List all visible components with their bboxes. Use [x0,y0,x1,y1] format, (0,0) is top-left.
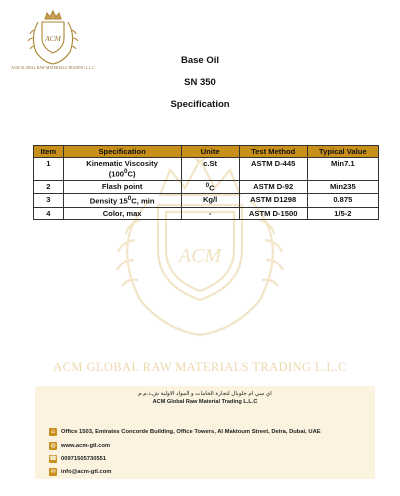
table-row [34,207,379,219]
phone-icon: ☎ [49,454,57,462]
footer-contact-box [35,386,375,479]
product-grade: SN 350 [184,77,216,88]
mail-icon: ✉ [50,467,56,475]
watermark-monogram: ACM [178,245,222,267]
address-row [49,427,321,436]
cell-typical-value: 0.875 [307,194,378,208]
cell-item: 3 [34,194,64,208]
cell-unit: $^0$C [181,180,239,194]
cell-specification: Color, max [63,207,181,219]
globe-icon: ◍ [50,441,56,449]
email-link[interactable]: info@acm-gtl.com [61,468,112,475]
cell-test-method: ASTM D1298 [239,194,307,208]
header-unite: Unite [181,146,239,158]
cell-test-method: ASTM D-92 [239,180,307,194]
cell-test-method: ASTM D-1500 [239,207,307,219]
phone-number: 00971505730551 [61,455,107,462]
address-text: Office 1503, Emirates Concorde Building, Office Towers, Al Maktoum Street, Deira, Dubai, UAE [61,428,321,435]
cell-item: 1 [34,158,64,181]
cell-unit: c.St [181,158,239,181]
table-row [34,194,379,208]
cell-specification: Kinematic Viscosity $(100^0C)$ [63,158,181,181]
cell-unit: - [181,207,239,219]
specification-table [33,145,379,220]
header-test-method: Test Method [239,146,307,158]
company-name: ACM Global Raw Material Trading L.L.C [152,399,258,405]
svg-text:ACM: ACM [45,34,61,43]
table-row [34,180,379,194]
cell-typical-value: Min235 [307,180,378,194]
product-name: Base Oil [180,55,220,66]
document-heading: Specification [170,99,230,110]
document-titles [0,50,400,116]
table-header-row [34,146,379,158]
cell-test-method: ASTM D-445 [239,158,307,181]
phone-row [49,454,106,463]
home-icon: ⌂ [49,428,57,436]
table-row [34,158,379,181]
header-typical-value: Typical Value [307,146,378,158]
logo-caption: ACM GLOBAL RAW MATERIALS TRADING L.L.C [11,66,95,70]
company-name-arabic: اي سي ام جلوبال لتجارة الخامات و المواد الاولية ش.ذ.م.م [138,391,272,397]
cell-item: 4 [34,207,64,219]
header-specification: Specification [63,146,181,158]
cell-specification: Density $15^0C$, min [63,194,181,208]
cell-item: 2 [34,180,64,194]
header-item: Item [34,146,64,158]
cell-typical-value: Min7.1 [307,158,378,181]
cell-typical-value: 1/5-2 [307,207,378,219]
cell-unit: Kg/l [181,194,239,208]
email-row[interactable] [49,467,111,476]
website-link[interactable]: www.acm-gtl.com [61,442,111,449]
website-row[interactable] [49,441,110,450]
cell-specification: Flash point [63,180,181,194]
watermark-text: ACM GLOBAL RAW MATERIALS TRADING L.L.C [53,360,347,374]
